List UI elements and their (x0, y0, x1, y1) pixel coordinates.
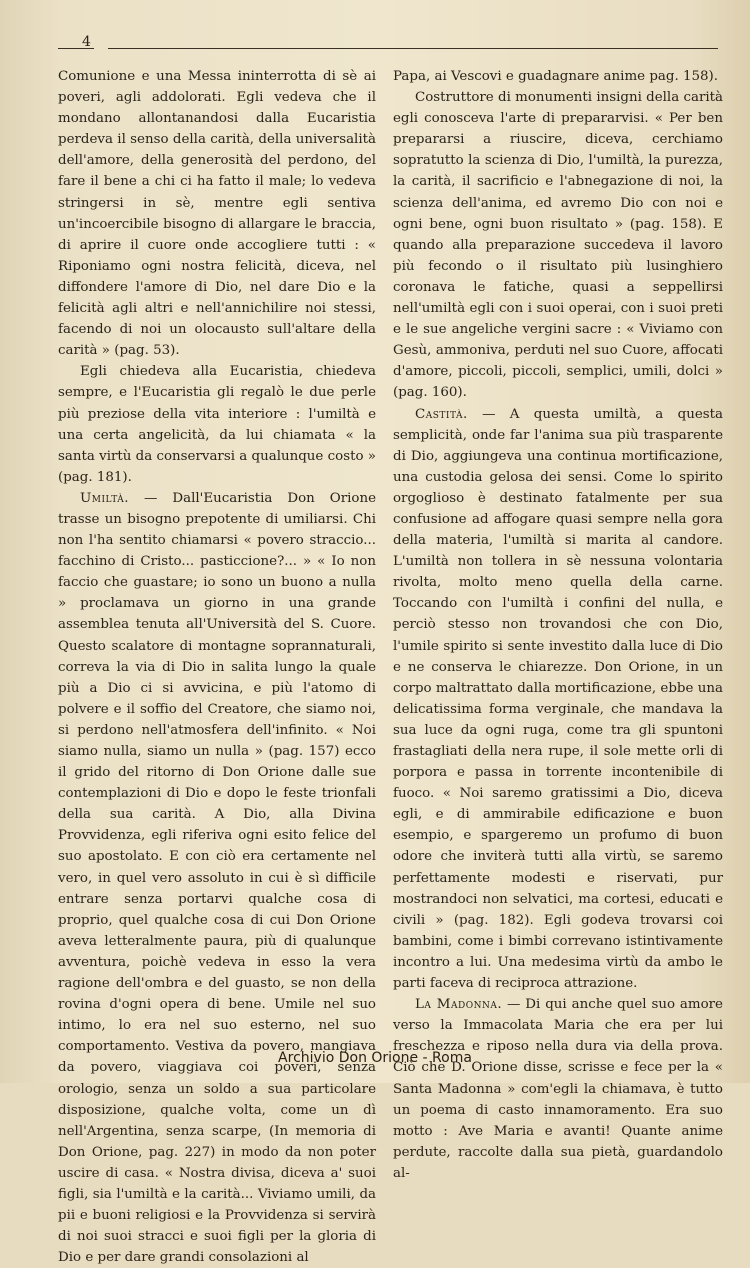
paragraph-eucaristia: Egli chiedeva alla Eucaristia, chiedeva sempre, e l'Eucaristia gli regalò le due perle più preziose della vita interiore : l'umiltà e una certa angelicità, da lui chiamata « la santa virtù da conservarsi a qualunque costo » (pag. 181). (58, 364, 376, 485)
section-heading-madonna: La Madonna. (415, 997, 503, 1013)
left-column (58, 66, 376, 1268)
right-column (393, 66, 723, 1184)
section-text-umilta: — Dall'Eucaristia Don Orione trasse un bisogno prepotente di umiliarsi. Chi non l'ha sentito chiamarsi « povero straccio... facchino di Cristo... pasticcione?... » « Io non faccio che guastare; io sono un buono a nulla » proclamava un giorno in una grande assemblea tenuta all'Università del S. Cuore. Questo scalatore di montagne soprannaturali, correva la via di Dio in salita lungo la quale più a Dio ci si avvicina, e più l'atomo di polvere e il soffio del Creatore, che siamo noi, si perdono nell'atmosfera dell'infinito. « Noi siamo nulla, siamo un nulla » (pag. 157) ecco il grido del ritorno di Don Orione dalle sue contemplazioni di Dio e dopo le feste trionfali della sua carità. A Dio, alla Divina Provvidenza, egli riferiva ogni esito felice del suo apostolato. E con ciò era certamente nel vero, in quel vero assoluto in cui è sì difficile entrare senza portarvi qualche cosa di proprio, quel qualche cosa di cui Don Orione aveva letteralmente paura, più di qualunque avventura, poichè vedeva in esso la vera ragione dell'ombra e del guasto, se non della rovina d'ogni opera di bene. Umile nel suo intimo, lo era nel suo esterno, nel suo comportamento. Vestiva da povero, mangiava da povero, viaggiava coi poveri, senza orologio, senza un soldo a sua particolare disposizione, qualche volta, come un dì nell'Argentina, senza scarpe, (In memoria di Don Orione, pag. 227) in modo da non poter uscire di casa. « Nostra divisa, diceva a' suoi figli, sia l'umiltà e la carità... Viviamo umili, da pii e buoni religiosi e la Provvidenza si servirà di noi suoi stracci e suoi figli per la gloria di Dio e per dare grandi consolazioni al (58, 490, 376, 1266)
page-header (58, 28, 718, 52)
section-heading-umilta: Umiltà. (80, 490, 130, 506)
header-rule-right (108, 48, 718, 49)
section-madonna (393, 994, 723, 1184)
page-number: 4 (82, 34, 91, 50)
paragraph-continuation: Papa, ai Vescovi e guadagnare anime pag. 158). (393, 69, 719, 84)
archive-footer: Archivio Don Orione - Roma (278, 1050, 472, 1066)
paragraph-comunione: Comunione e una Messa ininterrotta di sè ai poveri, agli addolorati. Egli vedeva che il mondano allontanandosi dalla Eucaristia perdeva il senso della carità, della universalità dell'amore, della generosità del perdono, del fare il bene a chi ci ha fatto il male; lo vedeva stringersi in sè, mentre egli sentiva un'incoercibile bisogno di allargare le braccia, di aprire il cuore onde accogliere tutti : « Riponiamo ogni nostra felicità, diceva, nel diffondere l'amore di Dio, nel dare Dio e la felicità agli altri e nell'annichilire noi stessi, facendo di noi un olocausto sull'altare della carità » (pag. 53). (58, 69, 376, 359)
section-heading-castita: Castità. (415, 406, 468, 422)
paragraph-costruttore: Costruttore di monumenti insigni della carità egli conosceva l'arte di prepararvisi. « Per ben prepararsi a riuscire, diceva, cerchiamo sopratutto la scienza di Dio, l'umiltà, la purezza, la carità, il sacrificio e l'abnegazione di noi, la scienza dell'anima, ed avremo Dio con noi e ogni bene, ogni buon risultato » (pag. 158). E quando alla preparazione succedeva il lavoro più fecondo o il risultato più lusinghiero coronava le fatiche, quasi a seppellirsi nell'umiltà egli con i suoi operai, con i suoi preti e le sue angeliche vergini sacre : « Viviamo con Gesù, ammoniva, perduti nel suo Cuore, affocati d'amore, piccoli, piccoli, semplici, umili, dolci » (pag. 160). (393, 90, 723, 401)
section-castita (393, 404, 723, 995)
section-text-castita: — A questa umiltà, a questa semplicità, onde far l'anima sua più trasparente di Dio, aggiungeva una continua mortificazione, una custodia gelosa dei sensi. Come lo spirito orgoglioso è destinato fatalmente per sua confusione ad affogare quasi sempre nella gora della materia, l'umiltà si marita al candore. L'umiltà non tollera in sè nessuna volontaria rivolta, molto meno quella della carne. Toccando con l'umiltà i confini del nulla, e perciò stesso non trovandosi che con Dio, l'umile spirito si sente investito dalla luce di Dio e ne conserva le chiarezze. Don Orione, in un corpo maltrattato dalla mortificazione, ebbe una delicatissima forma verginale, che mandava la sua luce da ogni ruga, come tra gli spuntoni frastagliati della nera rupe, il sole mette orli di porpora e passa in torrente incontenibile di fuoco. « Noi saremo gratissimi a Dio, diceva egli, e di ammirabile edificazione e buon esempio, e spargeremo un profumo di buon odore che inviterà tutti alla virtù, se saremo perfettamente modesti e riservati, pur mostrandoci non selvatici, ma cortesi, educati e civili » (pag. 182). Egli godeva trovarsi coi bambini, come i bimbi correvano istintivamente incontro a lui. Una medesima virtù da ambo le parti faceva di reciproca attrazione. (393, 406, 723, 992)
section-text-madonna: — Di qui anche quel suo amore verso la Immacolata Maria che era per lui freschezza e riposo nella dura via della prova. Ciò che D. Orione disse, scrisse e fece per la « Santa Madonna » com'egli la chiamava, è tutto un poema di casto innamoramento. Era suo motto : Ave Maria e avanti! Quante anime perdute, raccolte dalla sua pietà, guardandolo al- (393, 997, 723, 1181)
section-umilta (58, 488, 376, 1268)
